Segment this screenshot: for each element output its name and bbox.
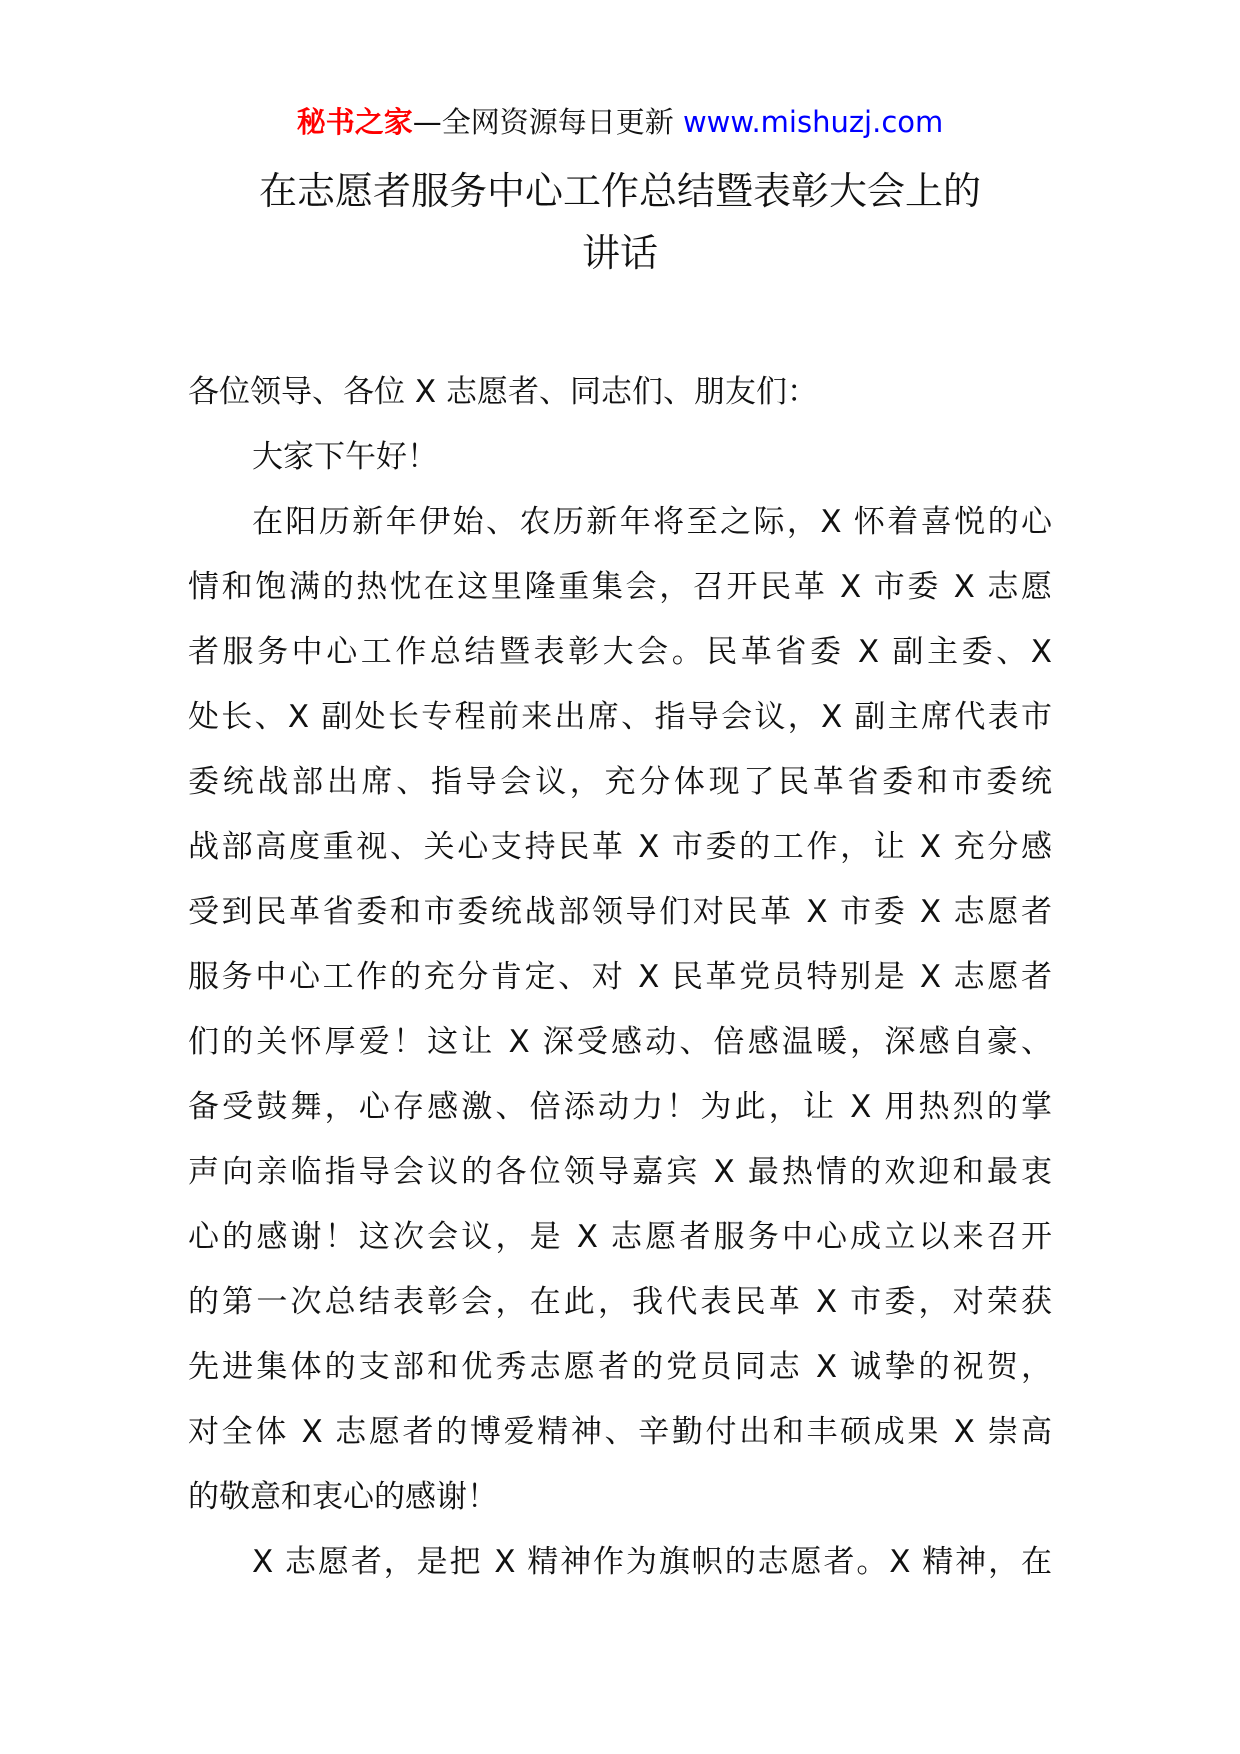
title-line: 在志愿者服务中心工作总结暨表彰大会上的: [258, 169, 981, 213]
site-tagline: —全网资源每日更新: [412, 105, 683, 139]
text-line: 情和饱满的热忱在这里隆重集会，召开民革 X 市委 X 志愿: [188, 569, 1052, 605]
text-line: 服务中心工作的充分肯定、对 X 民革党员特别是 X 志愿者: [188, 959, 1052, 995]
site-brand: 秘书之家: [296, 105, 413, 139]
text-line: 声向亲临指导会议的各位领导嘉宾 X 最热情的欢迎和最衷: [188, 1154, 1052, 1190]
text-line: X 志愿者，是把 X 精神作为旗帜的志愿者。X 精神，在: [252, 1544, 1052, 1580]
text-line: 处长、X 副处长专程前来出席、指导会议，X 副主席代表市: [188, 699, 1052, 735]
text-line: 的第一次总结表彰会，在此，我代表民革 X 市委，对荣获: [188, 1284, 1052, 1320]
text-line: 在阳历新年伊始、农历新年将至之际，X 怀着喜悦的心: [252, 504, 1052, 540]
text-line: 者服务中心工作总结暨表彰大会。民革省委 X 副主委、X: [188, 634, 1052, 670]
text-line: 心的感谢！这次会议，是 X 志愿者服务中心成立以来召开: [188, 1219, 1052, 1255]
salutation: 各位领导、各位 X 志愿者、同志们、朋友们：: [188, 374, 818, 410]
title-line: 讲话: [581, 231, 658, 275]
text-line: 对全体 X 志愿者的博爱精神、辛勤付出和丰硕成果 X 崇高: [188, 1414, 1052, 1450]
greeting: 大家下午好！: [252, 439, 438, 475]
text-line: 的敬意和衷心的感谢！: [188, 1479, 498, 1515]
text-line: 先进集体的支部和优秀志愿者的党员同志 X 诚挚的祝贺，: [188, 1349, 1052, 1385]
text-line: 受到民革省委和市委统战部领导们对民革 X 市委 X 志愿者: [188, 894, 1052, 930]
site-url-link[interactable]: www.mishuzj.com: [682, 105, 944, 139]
text-line: 备受鼓舞，心存感激、倍添动力！为此，让 X 用热烈的掌: [188, 1089, 1052, 1125]
paragraph-1: [188, 490, 1052, 1530]
text-line: 战部高度重视、关心支持民革 X 市委的工作，让 X 充分感: [188, 829, 1052, 865]
text-line: 委统战部出席、指导会议，充分体现了民革省委和市委统: [188, 764, 1052, 800]
site-header: [0, 102, 1240, 142]
document-body: [188, 360, 1052, 1595]
paragraph-2: [188, 1530, 1052, 1595]
text-line: 们的关怀厚爱！这让 X 深受感动、倍感温暖，深感自豪、: [188, 1024, 1052, 1060]
document-title: [150, 160, 1090, 284]
